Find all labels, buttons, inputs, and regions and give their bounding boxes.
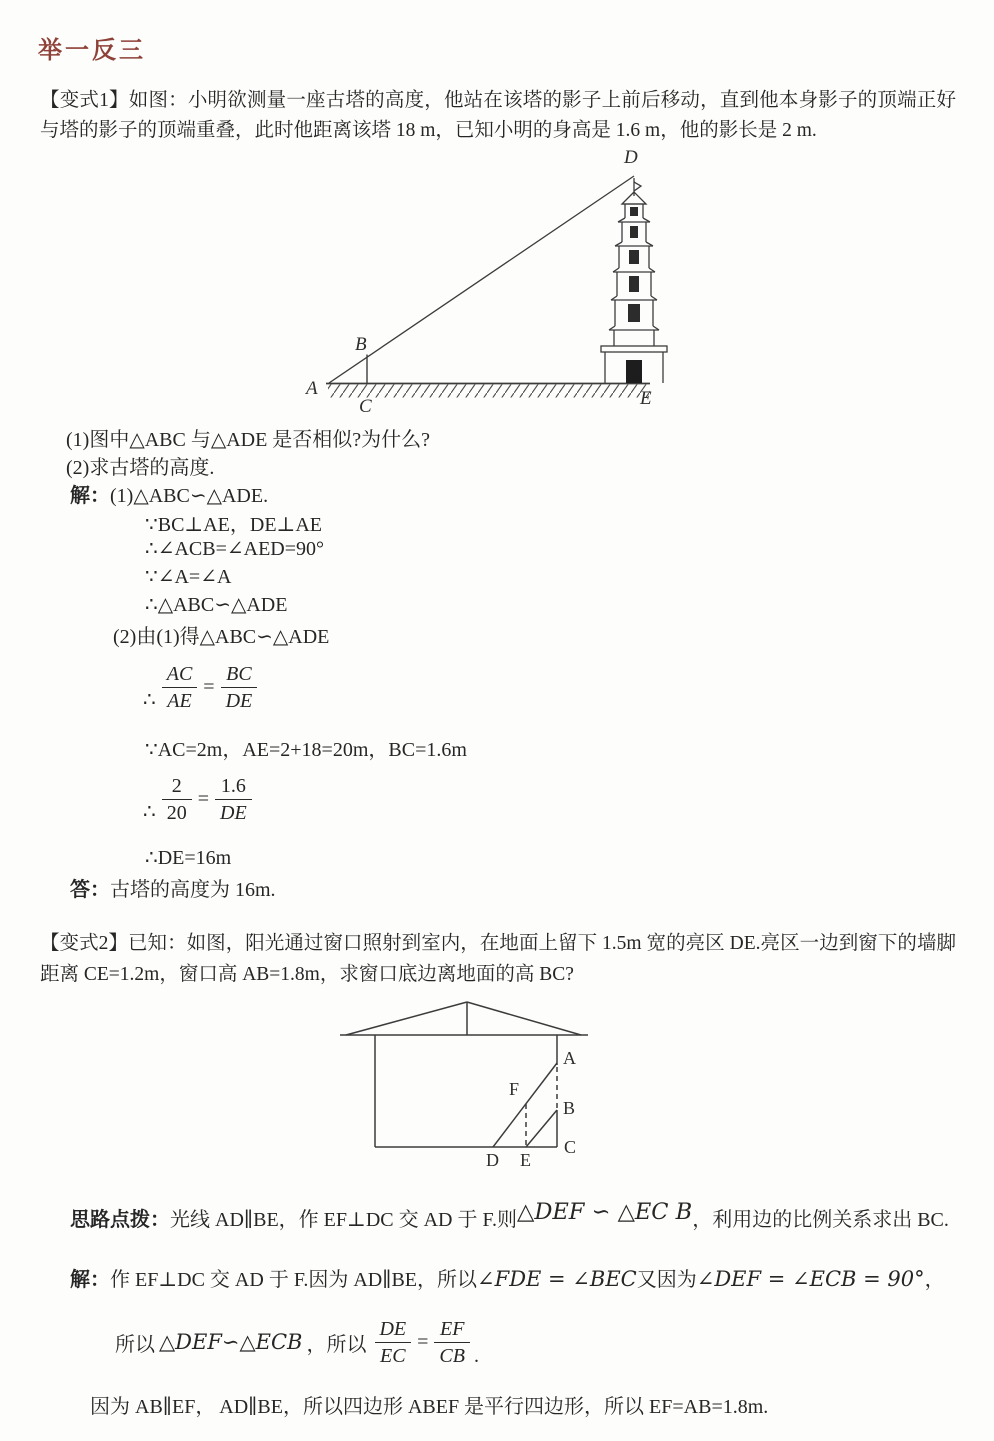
fraction-DE-EC: [374, 1317, 411, 1368]
therefore-symbol: ∴: [143, 689, 156, 711]
figure-house-diagram: [330, 998, 682, 1185]
label-D: D: [624, 147, 638, 168]
solution1-line1: [70, 479, 268, 508]
hint-text-1: 光线 AD∥BE，作 EF⊥DC 交 AD 于 F.则: [170, 1209, 518, 1231]
fraction-numerator: 2: [171, 774, 182, 797]
label-C: C: [359, 396, 372, 414]
solution2-text-5: ，所以: [306, 1333, 367, 1356]
label-A: A: [306, 378, 318, 399]
solution1-line7: ∵AC=2m，AE=2+18=20m，BC=1.6m: [145, 739, 467, 761]
problem1-statement: 【变式1】如图：小明欲测量一座古塔的高度，他站在该塔的影子上前后移动，直到他本身影子的顶端正好与塔的影子的顶端重叠，此时他距离该塔 18 m，已知小明的身高是 1.6 m，他的影长是 2 m.: [40, 90, 956, 141]
pagoda-sketch: [601, 178, 667, 383]
solution1-line2: ∵BC⊥AE，DE⊥AE: [145, 514, 323, 536]
figure-tower-diagram: [298, 146, 696, 419]
sight-line: [329, 176, 634, 383]
label-E: E: [640, 388, 652, 409]
roof-right-slope: [467, 1002, 581, 1035]
angle-equation-1: ∠FDE = ∠BEC: [477, 1267, 637, 1291]
fraction-numerator: 1.6: [220, 774, 246, 797]
ground-hatching: [328, 385, 650, 398]
solution1-line5: ∴△ABC∽△ADE: [145, 594, 288, 616]
equals-sign: =: [417, 1330, 429, 1353]
fraction-denominator: DE: [215, 799, 252, 825]
solution2-line1: [70, 1263, 945, 1292]
fraction-denominator: 20: [162, 799, 192, 825]
question-1: (1)图中△ABC 与△ADE 是否相似?为什么?: [66, 429, 431, 451]
period: .: [473, 1345, 479, 1367]
label-E: E: [520, 1150, 531, 1170]
ray-DA: [493, 1063, 557, 1147]
label-B: B: [355, 334, 367, 355]
fraction-numerator: DE: [379, 1317, 407, 1340]
label-B: B: [563, 1098, 576, 1118]
fraction-BC-DE: [221, 662, 258, 713]
fraction-numerator: BC: [226, 662, 252, 685]
solution1-line1-text: (1)△ABC∽△ADE.: [110, 485, 269, 507]
similar-triangles-math: △DEF ∽ △EC B: [517, 1199, 693, 1225]
ray-EB: [526, 1110, 557, 1147]
section-heading: 举一反三: [38, 38, 146, 64]
solution1-line3: ∴∠ACB=∠AED=90°: [145, 538, 325, 560]
equals-sign: =: [203, 675, 215, 698]
hint-text-2: ，利用边的比例关系求出 BC.: [692, 1209, 949, 1231]
solution1-line6: (2)由(1)得△ABC∽△ADE: [113, 626, 330, 648]
solution2-text-3: ，: [924, 1269, 945, 1291]
solution2-text-2: 又因为: [636, 1269, 697, 1291]
similar-triangles-math-2: △DEF∽△ECB: [159, 1330, 303, 1354]
solution1-line4: ∵∠A=∠A: [145, 566, 232, 588]
solution1-line8: ∴DE=16m: [145, 847, 232, 869]
label-A: A: [563, 1048, 576, 1068]
solution2-text-1: 作 EF⊥DC 交 AD 于 F.因为 AD∥BE，所以: [110, 1269, 478, 1291]
fraction-2-20: [162, 774, 192, 825]
fraction-numerator: EF: [439, 1317, 465, 1340]
label-D: D: [486, 1150, 499, 1170]
solution2-line2: [115, 1312, 479, 1372]
fraction-numerator: AC: [166, 662, 193, 685]
answer-label: 答：: [70, 879, 110, 901]
jie-label: 解：: [70, 1269, 110, 1291]
fraction-AC-AE: [162, 662, 198, 713]
answer-line: [70, 873, 276, 902]
jie-label: 解：: [70, 485, 110, 507]
problem2-statement: 【变式2】已知：如图，阳光通过窗口照射到室内，在地面上留下 1.5m 宽的亮区 DE.亮区一边到窗下的墙脚距离 CE=1.2m，窗口高 AB=1.8m，求窗口底边离地面的高 BC?: [40, 933, 956, 985]
fraction-denominator: CB: [434, 1342, 470, 1368]
angle-equation-2: ∠DEF = ∠ECB = 90°: [696, 1267, 925, 1291]
fraction-EF-CB: [434, 1317, 470, 1368]
answer-text: 古塔的高度为 16m.: [110, 879, 276, 901]
fraction-denominator: EC: [375, 1342, 411, 1368]
hint-line: [70, 1199, 949, 1232]
question-2: (2)求古塔的高度.: [66, 457, 215, 479]
label-F: F: [509, 1079, 520, 1099]
label-C: C: [564, 1137, 577, 1157]
solution2-text-4: 所以: [115, 1333, 155, 1356]
equals-sign: =: [197, 787, 210, 810]
fraction-1.6-DE: [215, 774, 252, 825]
fraction-denominator: AE: [162, 687, 196, 713]
fraction-denominator: DE: [221, 687, 258, 713]
roof-left-slope: [346, 1002, 467, 1035]
solution2-line3: 因为 AB∥EF， AD∥BE，所以四边形 ABEF 是平行四边形，所以 EF=AB=1.8m.: [90, 1396, 769, 1418]
therefore-symbol: ∴: [143, 801, 156, 823]
hint-label: 思路点拨：: [70, 1209, 170, 1231]
proportion-equation-1: [143, 654, 257, 720]
proportion-equation-2: [143, 766, 252, 832]
